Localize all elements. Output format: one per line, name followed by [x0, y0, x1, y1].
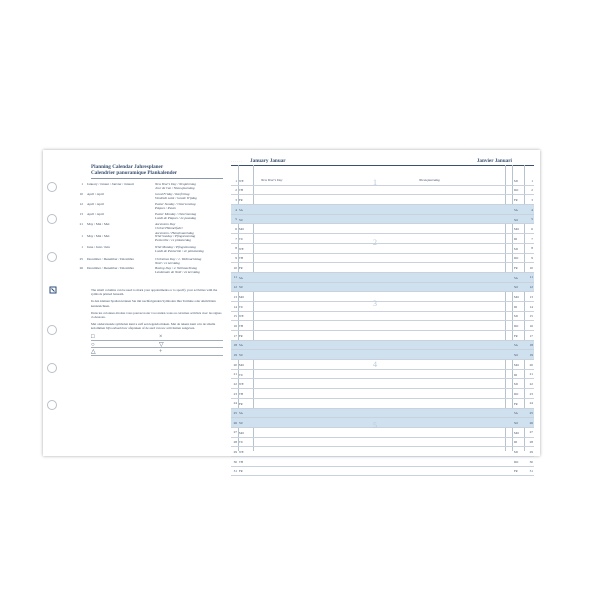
holiday-month: April / April — [87, 192, 104, 196]
holiday-name: Good Friday / Karfreitag Vendredi saint / Goede Vrijdag — [155, 192, 197, 201]
day-row[interactable] — [231, 292, 534, 302]
weekday-alt: DO — [514, 256, 519, 261]
weekday-alt: FR — [514, 265, 518, 270]
day-number: 5 — [235, 217, 237, 222]
weekday: WE — [239, 314, 244, 319]
day-number-alt: 27 — [529, 430, 533, 435]
weekday-alt: DO — [514, 459, 519, 464]
weekday: TU — [239, 440, 243, 445]
day-row[interactable] — [231, 418, 534, 428]
day-row[interactable] — [231, 389, 534, 399]
holiday-month: May / Mai / Mei — [87, 234, 110, 238]
weekday: TU — [239, 372, 243, 377]
day-number: 14 — [233, 304, 237, 309]
holiday-name: New Year's Day / Neujahrstag Jour de l'an / Nieuwjaarsdag — [155, 182, 196, 191]
holiday-day: 1 — [81, 234, 83, 238]
weekday: MO — [239, 362, 244, 367]
day-number: 10 — [233, 265, 237, 270]
day-number-alt: 16 — [529, 323, 533, 328]
weekday: SU — [239, 420, 243, 425]
weekday: SA — [239, 411, 243, 416]
day-number-alt: 10 — [529, 265, 533, 270]
day-number: 27 — [233, 430, 237, 435]
holiday-name: Easter Monday / Ostermontag Lundi de Pâques / 2e paasdag — [155, 212, 197, 221]
cross-symbol-icon: × — [159, 334, 163, 340]
weekday-alt: FR — [514, 198, 518, 203]
day-row[interactable] — [231, 254, 534, 264]
day-number: 19 — [233, 352, 237, 357]
day-number-alt: 21 — [529, 372, 533, 377]
weekday-alt: SO — [514, 285, 518, 290]
brand-logo-icon — [49, 286, 57, 294]
day-number-alt: 11 — [529, 275, 533, 280]
day-number: 20 — [233, 362, 237, 367]
weekday-alt: FR — [514, 469, 518, 474]
weekday: TH — [239, 256, 243, 261]
weekday-alt: MI — [514, 246, 518, 251]
day-number: 24 — [233, 401, 237, 406]
day-number-alt: 1 — [531, 178, 533, 183]
week-number: 2 — [373, 238, 377, 247]
weekday-alt: SA — [514, 275, 518, 280]
week-number: 3 — [373, 299, 377, 308]
day-number: 28 — [233, 440, 237, 445]
day-row[interactable] — [231, 302, 534, 312]
triangle-up-symbol-icon: △ — [91, 349, 96, 355]
note-de: In den kleinen Spalten können Sie mit nachfolgenden Symbolen Ihre Termine oder Aktivitäten kennzeichnen. — [91, 299, 216, 308]
week-number: 5 — [373, 421, 377, 430]
weekday-alt: MI — [514, 178, 518, 183]
day-number-alt: 8 — [531, 246, 533, 251]
day-number-alt: 19 — [529, 352, 533, 357]
day-number-alt: 13 — [529, 294, 533, 299]
day-number: 25 — [233, 411, 237, 416]
weekday: SU — [239, 353, 243, 358]
day-number-alt: 28 — [529, 440, 533, 445]
weekday-alt: SO — [514, 353, 518, 358]
day-row[interactable] — [231, 263, 534, 273]
day-row[interactable] — [231, 428, 534, 438]
week-number: 1 — [373, 178, 377, 187]
punch-hole — [47, 182, 57, 192]
holiday-name: Ascension Day Christi Himmelfahrt Ascension / Hemelvaartsdag — [155, 222, 194, 235]
weekday: FR — [239, 333, 243, 338]
header-dots: . . . . . . — [231, 158, 242, 163]
header-rule — [231, 165, 534, 166]
day-number-alt: 5 — [531, 217, 533, 222]
weekday-alt: FR — [514, 333, 518, 338]
day-number-alt: 23 — [529, 391, 533, 396]
day-number: 3 — [235, 197, 237, 202]
notes-block — [91, 288, 222, 334]
day-number-alt: 18 — [529, 343, 533, 348]
weekday: WE — [239, 246, 244, 251]
day-number-alt: 15 — [529, 314, 533, 319]
day-number-alt: 24 — [529, 401, 533, 406]
day-row[interactable] — [231, 321, 534, 331]
triangle-down-symbol-icon: ▽ — [159, 342, 164, 348]
divider — [91, 347, 223, 348]
weekday-alt: DO — [514, 188, 519, 193]
day-number: 12 — [233, 285, 237, 290]
holiday-day: 1 — [81, 245, 83, 249]
weekday: FR — [239, 265, 243, 270]
holiday-name: Whit Monday / Pfingstmontag Lundi de Pentecôte / 2e pinksterdag — [155, 245, 204, 254]
weekday-alt: MO — [514, 430, 519, 435]
day-row[interactable] — [231, 409, 534, 419]
weekday: WE — [239, 178, 244, 183]
weekday: SA — [239, 207, 243, 212]
weekday-alt: MI — [514, 314, 518, 319]
day-number: 2 — [235, 188, 237, 193]
day-number-alt: 4 — [531, 207, 533, 212]
day-number: 1 — [235, 178, 237, 183]
week-number: 4 — [373, 360, 377, 369]
day-rows — [231, 176, 534, 476]
holiday-name: Boxing Day / 2. Weihnachtstag Lendemain de Noël / 2e kerstdag — [155, 266, 200, 275]
event-text: New Year's Day — [261, 178, 283, 183]
weekday: WE — [239, 450, 244, 455]
weekday-alt: DI — [514, 440, 518, 445]
punch-hole — [47, 214, 57, 224]
holiday-name: Easter Sunday / Ostersonntag Pâques / Pasen — [155, 202, 196, 211]
day-number: 8 — [235, 246, 237, 251]
day-row[interactable] — [231, 370, 534, 380]
weekday-alt: FR — [514, 401, 518, 406]
holiday-row — [59, 266, 225, 286]
weekday-alt: SA — [514, 207, 518, 212]
holiday-day: 13 — [79, 212, 83, 216]
square-symbol-icon: □ — [91, 334, 95, 340]
day-number-alt: 3 — [531, 197, 533, 202]
divider — [91, 340, 223, 341]
day-row[interactable] — [231, 399, 534, 409]
day-number: 9 — [235, 256, 237, 261]
day-row[interactable] — [231, 273, 534, 283]
punch-hole — [47, 400, 57, 410]
day-row[interactable] — [231, 244, 534, 254]
note-en: The small columns can be used to mark your appointments or to specify your activities with the symbols printed beneath. — [91, 288, 218, 297]
day-number-alt: 9 — [531, 256, 533, 261]
day-row[interactable] — [231, 438, 534, 448]
day-number: 26 — [233, 420, 237, 425]
right-page — [229, 154, 534, 474]
weekday: MO — [239, 295, 244, 300]
day-number-alt: 14 — [529, 304, 533, 309]
holiday-day: 10 — [79, 192, 83, 196]
holiday-month: May / Mai / Mei — [87, 222, 110, 226]
day-row[interactable] — [231, 331, 534, 341]
weekday-alt: DI — [514, 372, 518, 377]
day-row[interactable] — [231, 205, 534, 215]
day-number: 22 — [233, 382, 237, 387]
day-number: 17 — [233, 333, 237, 338]
divider — [91, 355, 223, 356]
left-page — [59, 158, 222, 448]
day-row[interactable] — [231, 312, 534, 322]
weekday: SU — [239, 217, 243, 222]
day-number-alt: 6 — [531, 227, 533, 232]
day-number-alt: 2 — [531, 188, 533, 193]
day-number: 29 — [233, 449, 237, 454]
weekday: FR — [239, 469, 243, 474]
weekday-alt: DI — [514, 304, 518, 309]
holiday-month: December / Dezember / Décembre — [87, 257, 135, 261]
holiday-day: 12 — [79, 202, 83, 206]
day-number: 7 — [235, 236, 237, 241]
weekday: SA — [239, 343, 243, 348]
weekday: TH — [239, 459, 243, 464]
day-row[interactable] — [231, 186, 534, 196]
holiday-name: Whit Sunday / Pfingstsonntag Pentecôte / 1e pinksterdag — [155, 234, 196, 243]
divider — [91, 178, 223, 179]
day-row[interactable] — [231, 350, 534, 360]
holiday-month: June / Juni / Juin — [87, 245, 110, 249]
day-number: 30 — [233, 459, 237, 464]
weekday: SU — [239, 285, 243, 290]
holiday-name: Christmas Day / 1. Weihnachtstag Noël / 1e kerstdag — [155, 257, 202, 266]
day-row[interactable] — [231, 215, 534, 225]
day-number: 21 — [233, 372, 237, 377]
weekday-alt: DI — [514, 236, 518, 241]
weekday: SA — [239, 275, 243, 280]
holiday-month: April / April — [87, 212, 104, 216]
day-number-alt: 29 — [529, 449, 533, 454]
day-number: 13 — [233, 294, 237, 299]
weekday: FR — [239, 198, 243, 203]
left-title-line2: Calendrier panoramique Plankalender — [91, 170, 178, 176]
event-text-alt: Nieuwjaarsdag — [419, 178, 440, 183]
day-number-alt: 12 — [529, 285, 533, 290]
day-number: 16 — [233, 323, 237, 328]
month-header-right: Janvier Januari — [476, 158, 512, 164]
holiday-month: December / Dezember / Décembre — [87, 266, 135, 270]
day-number-alt: 22 — [529, 382, 533, 387]
weekday: TH — [239, 188, 243, 193]
weekday-alt: DO — [514, 391, 519, 396]
note-fr: Dans les colonnes étroites vous pouvez noter vos rendez-vous ou certaines activités avec les signes ci-dessous. — [91, 310, 222, 320]
day-row[interactable] — [231, 360, 534, 370]
day-row[interactable] — [231, 195, 534, 205]
day-number-alt: 31 — [529, 469, 533, 474]
punch-hole — [47, 252, 57, 262]
day-row[interactable] — [231, 467, 534, 477]
weekday-alt: SA — [514, 343, 518, 348]
weekday-alt: MO — [514, 362, 519, 367]
day-row[interactable] — [231, 224, 534, 234]
punch-hole — [47, 363, 57, 373]
plus-symbol-icon: + — [159, 349, 163, 355]
holiday-month: January / Januar / Janvier / Januari — [87, 182, 134, 186]
day-number: 15 — [233, 314, 237, 319]
holiday-month: April / April — [87, 202, 104, 206]
holiday-day: 21 — [79, 222, 83, 226]
weekday: TH — [239, 391, 243, 396]
day-number: 11 — [233, 275, 237, 280]
planner-sheet — [43, 150, 540, 474]
day-number: 4 — [235, 207, 237, 212]
month-header-left: January Januar — [250, 158, 286, 164]
weekday-alt: SO — [514, 217, 518, 222]
day-row[interactable] — [231, 447, 534, 457]
day-row[interactable] — [231, 457, 534, 467]
day-row[interactable] — [231, 379, 534, 389]
day-number-alt: 7 — [531, 236, 533, 241]
day-number: 23 — [233, 391, 237, 396]
weekday: TH — [239, 324, 243, 329]
day-row[interactable] — [231, 341, 534, 351]
weekday-alt: MO — [514, 295, 519, 300]
day-row[interactable] — [231, 283, 534, 293]
weekday: MO — [239, 430, 244, 435]
weekday: TU — [239, 304, 243, 309]
day-row[interactable] — [231, 234, 534, 244]
holiday-day: 25 — [79, 257, 83, 261]
weekday-alt: MI — [514, 450, 518, 455]
day-number-alt: 25 — [529, 411, 533, 416]
weekday-alt: MI — [514, 382, 518, 387]
day-number: 31 — [233, 469, 237, 474]
weekday-alt: DO — [514, 324, 519, 329]
weekday-alt: SA — [514, 411, 518, 416]
note-nl: Met onderstaande symbolen kunt u zelf een legenda maken. Met de tekens kunt u in de smalle kolommen bijvoorbeeld uw afspraken of de aard van uw activiteiten aangeven. — [91, 322, 216, 331]
day-number-alt: 30 — [529, 459, 533, 464]
day-row[interactable] — [231, 176, 534, 186]
weekday-alt: MO — [514, 227, 519, 232]
holiday-day: 26 — [79, 266, 83, 270]
weekday: MO — [239, 227, 244, 232]
day-number: 18 — [233, 343, 237, 348]
weekday: WE — [239, 382, 244, 387]
day-number-alt: 26 — [529, 420, 533, 425]
holiday-day: 1 — [81, 182, 83, 186]
weekday: FR — [239, 401, 243, 406]
punch-hole — [47, 325, 57, 335]
left-title-line1: Planning Calendar Jahresplaner — [91, 164, 164, 170]
day-number: 6 — [235, 227, 237, 232]
weekday-alt: SO — [514, 420, 518, 425]
day-number-alt: 20 — [529, 362, 533, 367]
weekday: TU — [239, 236, 243, 241]
circle-symbol-icon: ○ — [91, 342, 95, 348]
day-number-alt: 17 — [529, 333, 533, 338]
